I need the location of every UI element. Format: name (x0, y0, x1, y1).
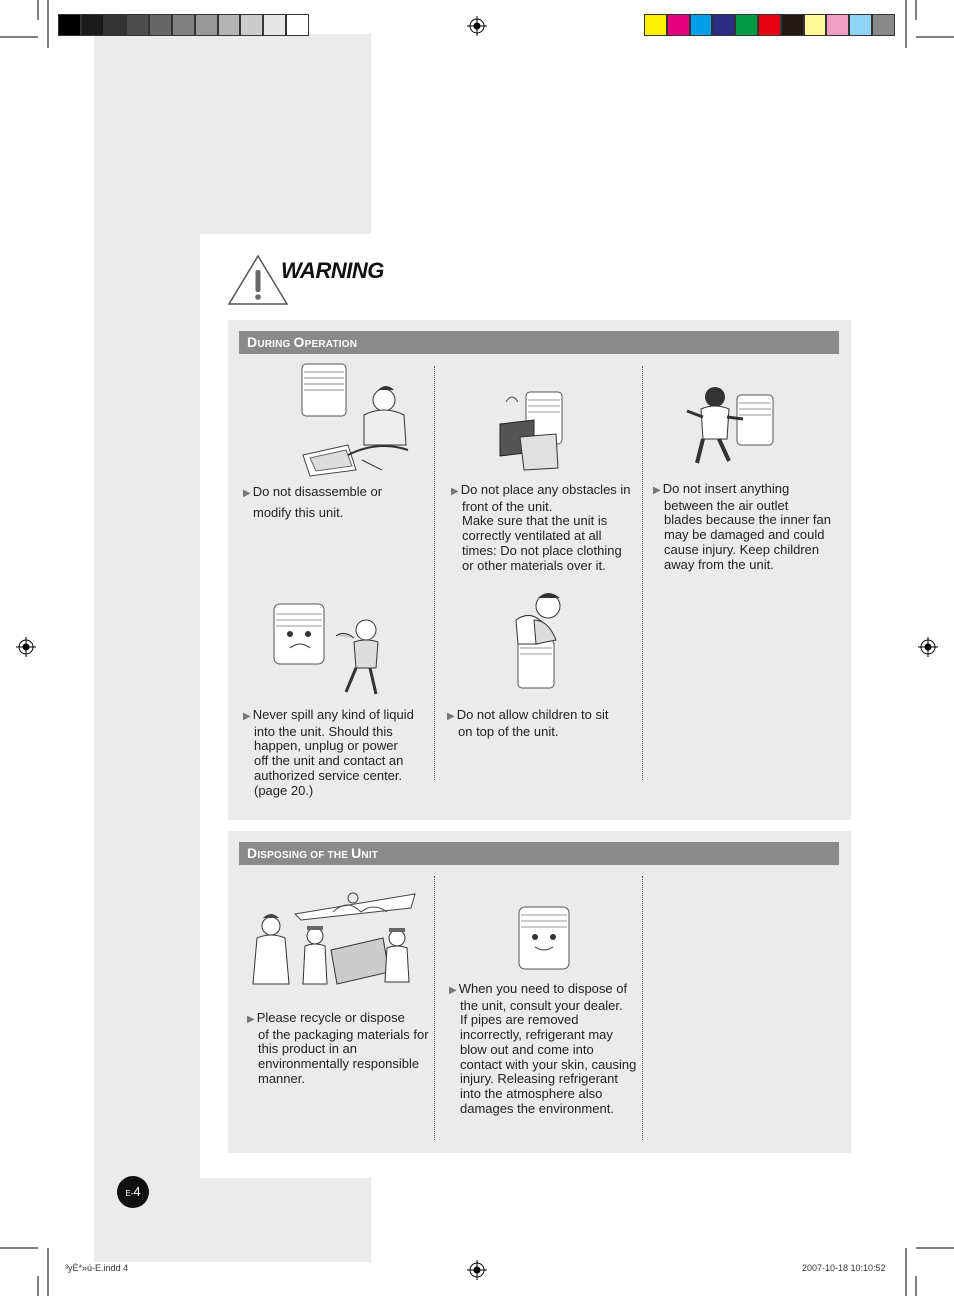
color-swatch (149, 14, 172, 36)
column-divider (642, 366, 643, 780)
warning-triangle-icon (227, 254, 289, 306)
warning-item-obstacles: ▶ Do not place any obstacles in front of the unit. Make sure that the unit is correctly ventilated at all times: Do not place clothing or other materials over it. (451, 482, 631, 573)
color-swatch (849, 14, 872, 36)
color-swatch (81, 14, 104, 36)
registration-mark-right (918, 637, 938, 657)
color-swatch (218, 14, 241, 36)
warning-title: WARNING (281, 258, 384, 283)
color-swatch (826, 14, 849, 36)
color-swatch (240, 14, 263, 36)
grayscale-bar (58, 14, 309, 36)
page-number-badge: E-4 (117, 1176, 149, 1208)
color-swatch (667, 14, 690, 36)
warning-item-dispose-unit: ▶ When you need to dispose of the unit, consult your dealer. If pipes are removed incorrectly, refrigerant may blow out and come into contact with your skin, causing injury. Releasing refrigerant into the atmosphere also damages the environment. (449, 981, 637, 1116)
color-swatch (781, 14, 804, 36)
illustration-insert-fingers (683, 385, 778, 470)
color-swatch (286, 14, 309, 36)
color-bar (644, 14, 895, 36)
color-swatch (126, 14, 149, 36)
color-swatch (58, 14, 81, 36)
registration-mark-top (467, 16, 487, 36)
registration-mark-left (16, 637, 36, 657)
warning-item-insert: ▶ Do not insert anything between the air outlet blades because the inner fan may be damaged and could cause injury. Keep children away from the unit. (653, 481, 831, 572)
registration-mark-bottom (467, 1260, 487, 1280)
warning-item-recycle: ▶ Please recycle or dispose of the packaging materials for this product in an environmentally responsible manner. (247, 1010, 429, 1086)
background-strip-top (94, 34, 371, 234)
column-divider (434, 366, 435, 780)
color-swatch (758, 14, 781, 36)
illustration-recycle (243, 888, 418, 988)
section-header-during-operation: DURING OPERATION (239, 331, 839, 354)
footer-timestamp: 2007-10-18 10:10:52 (802, 1263, 886, 1273)
column-divider (434, 876, 435, 1140)
color-swatch (172, 14, 195, 36)
color-swatch (690, 14, 713, 36)
illustration-dispose-unit (517, 903, 571, 973)
footer-filename: ³yÈ*»ú-E.indd 4 (65, 1263, 129, 1273)
warning-item-spill: ▶ Never spill any kind of liquid into the unit. Should this happen, unplug or power off the unit and contact an authorized service center. (page 20.) (243, 707, 414, 798)
color-swatch (195, 14, 218, 36)
illustration-spill-liquid (270, 600, 390, 700)
color-swatch (712, 14, 735, 36)
illustration-disassemble (298, 360, 413, 478)
color-swatch (735, 14, 758, 36)
warning-item-disassemble: ▶ Do not disassemble or modify this unit. (243, 484, 383, 520)
warning-item-sit: ▶ Do not allow children to sit on top of the unit. (447, 707, 609, 739)
color-swatch (804, 14, 827, 36)
color-swatch (104, 14, 127, 36)
illustration-sit-on-unit (498, 590, 573, 690)
illustration-obstacles (498, 382, 568, 472)
color-swatch (872, 14, 895, 36)
color-swatch (644, 14, 667, 36)
section-header-disposing: DISPOSING OF THE UNIT (239, 842, 839, 865)
background-strip-middle (94, 234, 200, 1178)
color-swatch (263, 14, 286, 36)
column-divider (642, 876, 643, 1140)
